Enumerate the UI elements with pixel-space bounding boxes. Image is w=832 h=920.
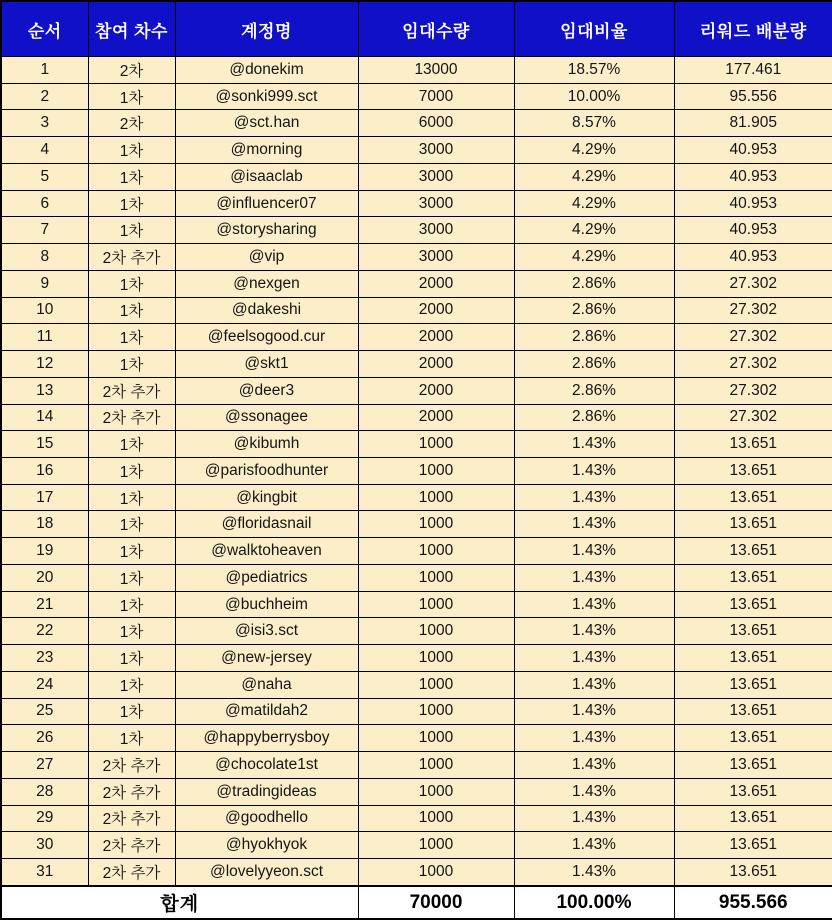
ratio-cell: 2.86% [514, 270, 674, 297]
account-cell: @pediatrics [175, 564, 358, 591]
amount-cell: 3000 [358, 217, 514, 244]
table-row [1, 190, 832, 217]
total-reward: 955.566 [674, 886, 832, 919]
rank-cell: 15 [1, 431, 88, 458]
reward-cell: 13.651 [674, 698, 832, 725]
table-row [1, 297, 832, 324]
account-cell: @dakeshi [175, 297, 358, 324]
table-row [1, 832, 832, 859]
ratio-cell: 1.43% [514, 752, 674, 779]
round-cell: 1차 [88, 564, 175, 591]
account-cell: @matildah2 [175, 698, 358, 725]
reward-cell: 13.651 [674, 618, 832, 645]
amount-cell: 3000 [358, 137, 514, 164]
amount-cell: 1000 [358, 591, 514, 618]
amount-cell: 2000 [358, 377, 514, 404]
amount-cell: 2000 [358, 324, 514, 351]
account-cell: @deer3 [175, 377, 358, 404]
amount-cell: 1000 [358, 511, 514, 538]
ratio-cell: 10.00% [514, 83, 674, 110]
amount-cell: 2000 [358, 404, 514, 431]
ratio-cell: 18.57% [514, 57, 674, 84]
rank-cell: 7 [1, 217, 88, 244]
ratio-cell: 2.86% [514, 351, 674, 378]
rank-cell: 3 [1, 110, 88, 137]
account-cell: @goodhello [175, 805, 358, 832]
round-cell: 1차 [88, 591, 175, 618]
round-cell: 1차 [88, 618, 175, 645]
total-ratio: 100.00% [514, 886, 674, 919]
ratio-cell: 1.43% [514, 458, 674, 485]
reward-cell: 27.302 [674, 351, 832, 378]
total-row [1, 886, 832, 919]
reward-cell: 95.556 [674, 83, 832, 110]
amount-cell: 1000 [358, 431, 514, 458]
account-cell: @storysharing [175, 217, 358, 244]
rank-cell: 10 [1, 297, 88, 324]
ratio-cell: 4.29% [514, 190, 674, 217]
amount-cell: 1000 [358, 859, 514, 886]
amount-cell: 13000 [358, 57, 514, 84]
ratio-cell: 1.43% [514, 618, 674, 645]
ratio-cell: 2.86% [514, 324, 674, 351]
reward-cell: 27.302 [674, 297, 832, 324]
reward-cell: 13.651 [674, 805, 832, 832]
ratio-cell: 1.43% [514, 832, 674, 859]
ratio-cell: 1.43% [514, 484, 674, 511]
round-cell: 2차 [88, 110, 175, 137]
round-cell: 1차 [88, 698, 175, 725]
reward-cell: 13.651 [674, 752, 832, 779]
ratio-cell: 1.43% [514, 778, 674, 805]
header-row [1, 1, 832, 57]
round-cell: 1차 [88, 351, 175, 378]
round-cell: 1차 [88, 163, 175, 190]
account-cell: @ssonagee [175, 404, 358, 431]
account-cell: @tradingideas [175, 778, 358, 805]
amount-cell: 1000 [358, 458, 514, 485]
rank-cell: 19 [1, 538, 88, 565]
reward-cell: 13.651 [674, 725, 832, 752]
reward-cell: 40.953 [674, 190, 832, 217]
total-label: 합계 [1, 886, 358, 919]
table-row [1, 270, 832, 297]
rank-cell: 11 [1, 324, 88, 351]
reward-cell: 13.651 [674, 645, 832, 672]
rank-cell: 16 [1, 458, 88, 485]
reward-cell: 27.302 [674, 270, 832, 297]
rank-cell: 29 [1, 805, 88, 832]
round-cell: 1차 [88, 431, 175, 458]
round-cell: 1차 [88, 190, 175, 217]
table-row [1, 591, 832, 618]
round-cell: 1차 [88, 324, 175, 351]
ratio-cell: 4.29% [514, 137, 674, 164]
table-row [1, 404, 832, 431]
round-cell: 2차 추가 [88, 752, 175, 779]
rank-cell: 21 [1, 591, 88, 618]
amount-cell: 1000 [358, 805, 514, 832]
rank-cell: 12 [1, 351, 88, 378]
reward-cell: 13.651 [674, 778, 832, 805]
rank-cell: 31 [1, 859, 88, 886]
account-cell: @skt1 [175, 351, 358, 378]
rank-cell: 14 [1, 404, 88, 431]
ratio-cell: 2.86% [514, 377, 674, 404]
account-cell: @isaaclab [175, 163, 358, 190]
reward-cell: 13.651 [674, 458, 832, 485]
ratio-cell: 1.43% [514, 511, 674, 538]
amount-cell: 2000 [358, 351, 514, 378]
table-row [1, 752, 832, 779]
account-cell: @walktoheaven [175, 538, 358, 565]
ratio-cell: 2.86% [514, 404, 674, 431]
table-row [1, 564, 832, 591]
header-reward: 리워드 배분량 [674, 1, 832, 57]
table-row [1, 618, 832, 645]
reward-cell: 13.651 [674, 591, 832, 618]
table-row [1, 431, 832, 458]
account-cell: @nexgen [175, 270, 358, 297]
rank-cell: 17 [1, 484, 88, 511]
table-row [1, 671, 832, 698]
ratio-cell: 8.57% [514, 110, 674, 137]
amount-cell: 6000 [358, 110, 514, 137]
account-cell: @influencer07 [175, 190, 358, 217]
table-row [1, 377, 832, 404]
ratio-cell: 1.43% [514, 698, 674, 725]
rank-cell: 18 [1, 511, 88, 538]
rank-cell: 23 [1, 645, 88, 672]
header-ratio: 임대비율 [514, 1, 674, 57]
round-cell: 2차 추가 [88, 778, 175, 805]
table-row [1, 698, 832, 725]
round-cell: 2차 추가 [88, 377, 175, 404]
ratio-cell: 1.43% [514, 591, 674, 618]
amount-cell: 1000 [358, 752, 514, 779]
amount-cell: 3000 [358, 190, 514, 217]
rank-cell: 24 [1, 671, 88, 698]
ratio-cell: 4.29% [514, 244, 674, 271]
ratio-cell: 1.43% [514, 538, 674, 565]
table-row [1, 137, 832, 164]
amount-cell: 3000 [358, 244, 514, 271]
round-cell: 1차 [88, 83, 175, 110]
round-cell: 2차 추가 [88, 805, 175, 832]
amount-cell: 1000 [358, 484, 514, 511]
account-cell: @kibumh [175, 431, 358, 458]
ratio-cell: 2.86% [514, 297, 674, 324]
round-cell: 1차 [88, 538, 175, 565]
table-row [1, 778, 832, 805]
rank-cell: 5 [1, 163, 88, 190]
table-row [1, 110, 832, 137]
amount-cell: 1000 [358, 618, 514, 645]
table-row [1, 244, 832, 271]
table-header [1, 1, 832, 57]
round-cell: 2차 추가 [88, 404, 175, 431]
ratio-cell: 1.43% [514, 671, 674, 698]
header-amount: 임대수량 [358, 1, 514, 57]
account-cell: @feelsogood.cur [175, 324, 358, 351]
round-cell: 2차 추가 [88, 832, 175, 859]
round-cell: 1차 [88, 458, 175, 485]
ratio-cell: 4.29% [514, 217, 674, 244]
amount-cell: 1000 [358, 725, 514, 752]
rank-cell: 8 [1, 244, 88, 271]
table-row [1, 645, 832, 672]
ratio-cell: 1.43% [514, 431, 674, 458]
table-row [1, 859, 832, 886]
table-row [1, 458, 832, 485]
reward-cell: 27.302 [674, 377, 832, 404]
ratio-cell: 4.29% [514, 163, 674, 190]
rank-cell: 2 [1, 83, 88, 110]
table-row [1, 484, 832, 511]
rank-cell: 27 [1, 752, 88, 779]
account-cell: @happyberrysboy [175, 725, 358, 752]
reward-cell: 177.461 [674, 57, 832, 84]
rank-cell: 28 [1, 778, 88, 805]
amount-cell: 3000 [358, 163, 514, 190]
table-row [1, 351, 832, 378]
rank-cell: 13 [1, 377, 88, 404]
account-cell: @parisfoodhunter [175, 458, 358, 485]
account-cell: @lovelyyeon.sct [175, 859, 358, 886]
rank-cell: 30 [1, 832, 88, 859]
rank-cell: 20 [1, 564, 88, 591]
reward-cell: 13.651 [674, 564, 832, 591]
reward-cell: 13.651 [674, 538, 832, 565]
round-cell: 1차 [88, 725, 175, 752]
account-cell: @kingbit [175, 484, 358, 511]
ratio-cell: 1.43% [514, 725, 674, 752]
account-cell: @floridasnail [175, 511, 358, 538]
amount-cell: 7000 [358, 83, 514, 110]
round-cell: 1차 [88, 511, 175, 538]
ratio-cell: 1.43% [514, 805, 674, 832]
round-cell: 1차 [88, 270, 175, 297]
reward-cell: 13.651 [674, 671, 832, 698]
reward-cell: 40.953 [674, 244, 832, 271]
table-row [1, 163, 832, 190]
rank-cell: 9 [1, 270, 88, 297]
rank-cell: 22 [1, 618, 88, 645]
table-row [1, 83, 832, 110]
rank-cell: 6 [1, 190, 88, 217]
ratio-cell: 1.43% [514, 564, 674, 591]
reward-cell: 27.302 [674, 404, 832, 431]
reward-cell: 13.651 [674, 484, 832, 511]
account-cell: @hyokhyok [175, 832, 358, 859]
round-cell: 1차 [88, 217, 175, 244]
reward-cell: 40.953 [674, 137, 832, 164]
amount-cell: 1000 [358, 778, 514, 805]
round-cell: 1차 [88, 137, 175, 164]
table-row [1, 725, 832, 752]
rank-cell: 4 [1, 137, 88, 164]
reward-cell: 40.953 [674, 217, 832, 244]
round-cell: 1차 [88, 645, 175, 672]
reward-cell: 40.953 [674, 163, 832, 190]
reward-cell: 13.651 [674, 859, 832, 886]
round-cell: 1차 [88, 671, 175, 698]
amount-cell: 1000 [358, 832, 514, 859]
reward-cell: 81.905 [674, 110, 832, 137]
account-cell: @donekim [175, 57, 358, 84]
table-row [1, 324, 832, 351]
amount-cell: 1000 [358, 645, 514, 672]
account-cell: @chocolate1st [175, 752, 358, 779]
account-cell: @naha [175, 671, 358, 698]
round-cell: 1차 [88, 484, 175, 511]
amount-cell: 1000 [358, 698, 514, 725]
table-row [1, 511, 832, 538]
table-footer [1, 886, 832, 919]
rank-cell: 1 [1, 57, 88, 84]
round-cell: 1차 [88, 297, 175, 324]
round-cell: 2차 [88, 57, 175, 84]
rank-cell: 26 [1, 725, 88, 752]
round-cell: 2차 추가 [88, 859, 175, 886]
table-row [1, 217, 832, 244]
reward-cell: 27.302 [674, 324, 832, 351]
ratio-cell: 1.43% [514, 859, 674, 886]
amount-cell: 1000 [358, 564, 514, 591]
account-cell: @isi3.sct [175, 618, 358, 645]
header-account: 계정명 [175, 1, 358, 57]
table-row [1, 57, 832, 84]
account-cell: @new-jersey [175, 645, 358, 672]
reward-cell: 13.651 [674, 511, 832, 538]
amount-cell: 1000 [358, 538, 514, 565]
table-row [1, 538, 832, 565]
reward-cell: 13.651 [674, 832, 832, 859]
account-cell: @morning [175, 137, 358, 164]
account-cell: @buchheim [175, 591, 358, 618]
account-cell: @sonki999.sct [175, 83, 358, 110]
ratio-cell: 1.43% [514, 645, 674, 672]
reward-cell: 13.651 [674, 431, 832, 458]
rank-cell: 25 [1, 698, 88, 725]
round-cell: 2차 추가 [88, 244, 175, 271]
amount-cell: 1000 [358, 671, 514, 698]
total-amount: 70000 [358, 886, 514, 919]
account-cell: @sct.han [175, 110, 358, 137]
account-cell: @vip [175, 244, 358, 271]
table-body [1, 57, 832, 887]
header-rank: 순서 [1, 1, 88, 57]
table-row [1, 805, 832, 832]
header-round: 참여 차수 [88, 1, 175, 57]
amount-cell: 2000 [358, 297, 514, 324]
amount-cell: 2000 [358, 270, 514, 297]
